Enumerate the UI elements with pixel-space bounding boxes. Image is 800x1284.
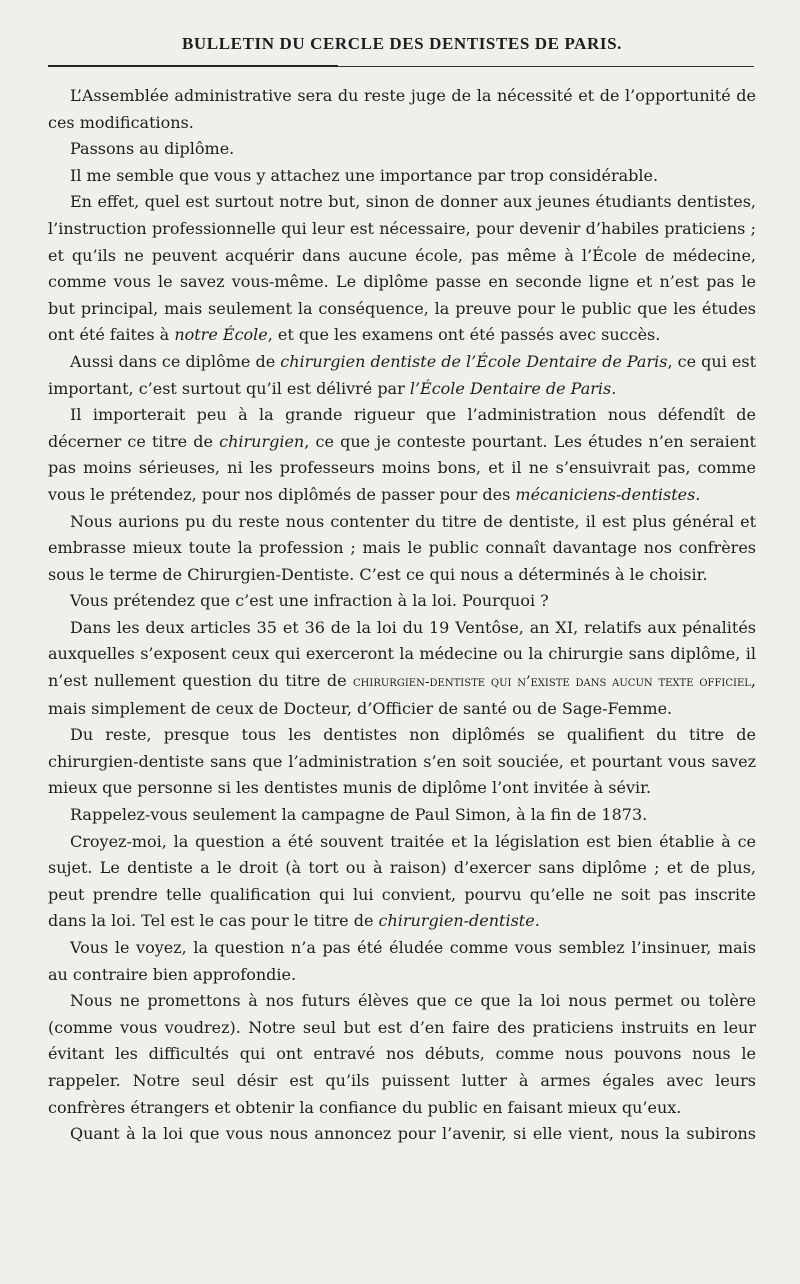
small-caps-phrase: chirurgien-dentiste qui n’existe dans aucun texte officiel xyxy=(353,674,751,691)
paragraph: Il me semble que vous y attachez une importance par trop considérable. xyxy=(70,165,659,185)
paragraph: L’Assemblée administrative sera du reste juge de la nécessité et de l’opportunité de ces modifications. xyxy=(48,86,756,132)
paragraph: Passons au diplôme. xyxy=(70,139,235,159)
paragraph: Nous ne promettons à nos futurs élèves que ce que la loi nous permet ou tolère (comme vous voudrez). Notre seul but est d’en faire des praticiens instruits en leur évitant les difficultés qui ont entravé nos débuts, comme nous pouvons nous le rappeler. Notre seul désir est qu’ils puissent lutter à armes égales avec leurs confrères étrangers et obtenir la confiance du public en faisant mieux qu’eux. xyxy=(48,991,756,1117)
header-rule-thin xyxy=(338,66,754,67)
paragraph: Nous aurions pu du reste nous contenter du titre de dentiste, il est plus général et embrasse mieux toute la profession ; mais le public connaît davantage nos confrères sous le terme de Chirurgien-Dentiste. C’est ce qui nous a déterminés à le choisir. xyxy=(48,511,756,584)
paragraph: Aussi dans ce diplôme de chirurgien dentiste de l’École Dentaire de Paris, ce qui est important, c’est surtout qu’il est délivré par l’École Dentaire de Paris. xyxy=(48,351,757,398)
paragraph: Quant à la loi que vous nous annoncez pour l’avenir, si elle vient, nous la subirons xyxy=(70,1124,756,1144)
paragraph: Rappelez-vous seulement la campagne de Paul Simon, à la fin de 1873. xyxy=(70,805,648,825)
emphasis: chirurgien dentiste de l’École Dentaire de Paris xyxy=(280,351,668,371)
emphasis: l’École Dentaire de Paris. xyxy=(409,378,617,398)
paragraph: Il importerait peu à la grande rigueur que l’administration nous défendît de décerner ce titre de chirurgien, ce que je conteste pourtant. Les études n’en seraient pas moins sérieuses, ni les professeurs moins bons, et il ne s’ensuivrait pas, comme vous le prétendez, pour nos diplômés de passer pour des mécaniciens-dentistes. xyxy=(48,405,756,504)
letter-body xyxy=(48,83,756,1148)
paragraph: Dans les deux articles 35 et 36 de la loi du 19 Ventôse, an XI, relatifs aux pénalités auxquelles s’exposent ceux qui exerceront la médecine ou la chirurgie sans diplôme, il n’est nullement question du titre de chirurgien-dentiste qui n’existe dans aucun texte officiel, mais simplement de ceux de Docteur, d’Officier de santé ou de Sage-Femme. xyxy=(48,617,756,718)
header-rule-thick xyxy=(48,65,338,67)
paragraph: Croyez-moi, la question a été souvent traitée et la législation est bien établie à ce sujet. Le dentiste a le droit (à tort ou à raison) d’exercer sans diplôme ; et de plus, peut prendre telle qualification qui lui convient, pourvu qu’elle ne soit pas inscrite dans la loi. Tel est le cas pour le titre de chirurgien-dentiste. xyxy=(48,831,756,931)
emphasis: mécaniciens-dentistes. xyxy=(515,484,701,504)
paragraph: Vous prétendez que c’est une infraction à la loi. Pourquoi ? xyxy=(70,591,549,611)
emphasis: notre École xyxy=(174,325,268,345)
emphasis: chirurgien-dentiste. xyxy=(378,911,540,931)
paragraph: Vous le voyez, la question n’a pas été éludée comme vous semblez l’insinuer, mais au contraire bien approfondie. xyxy=(48,938,756,984)
running-title: BULLETIN DU CERCLE DES DENTISTES DE PARIS. xyxy=(181,34,623,53)
paragraph: En effet, quel est surtout notre but, sinon de donner aux jeunes étudiants dentistes, l’instruction professionnelle qui leur est nécessaire, pour devenir d’habiles praticiens ; et qu’ils ne peuvent acquérir dans aucune école, pas même à l’École de médecine, comme vous le savez vous-même. Le diplôme passe en seconde ligne et n’est pas le but principal, mais seulement la conséquence, la preuve pour le public que les études ont été faites à notre École, et que les examens ont été passés avec succès. xyxy=(48,192,756,345)
paragraph: Du reste, presque tous les dentistes non diplômés se qualifient du titre de chirurgien-dentiste sans que l’administration s’en soit souciée, et pourtant vous savez mieux que personne si les dentistes munis de diplôme l’ont invitée à sévir. xyxy=(48,725,756,798)
emphasis: chirurgien xyxy=(219,431,305,451)
